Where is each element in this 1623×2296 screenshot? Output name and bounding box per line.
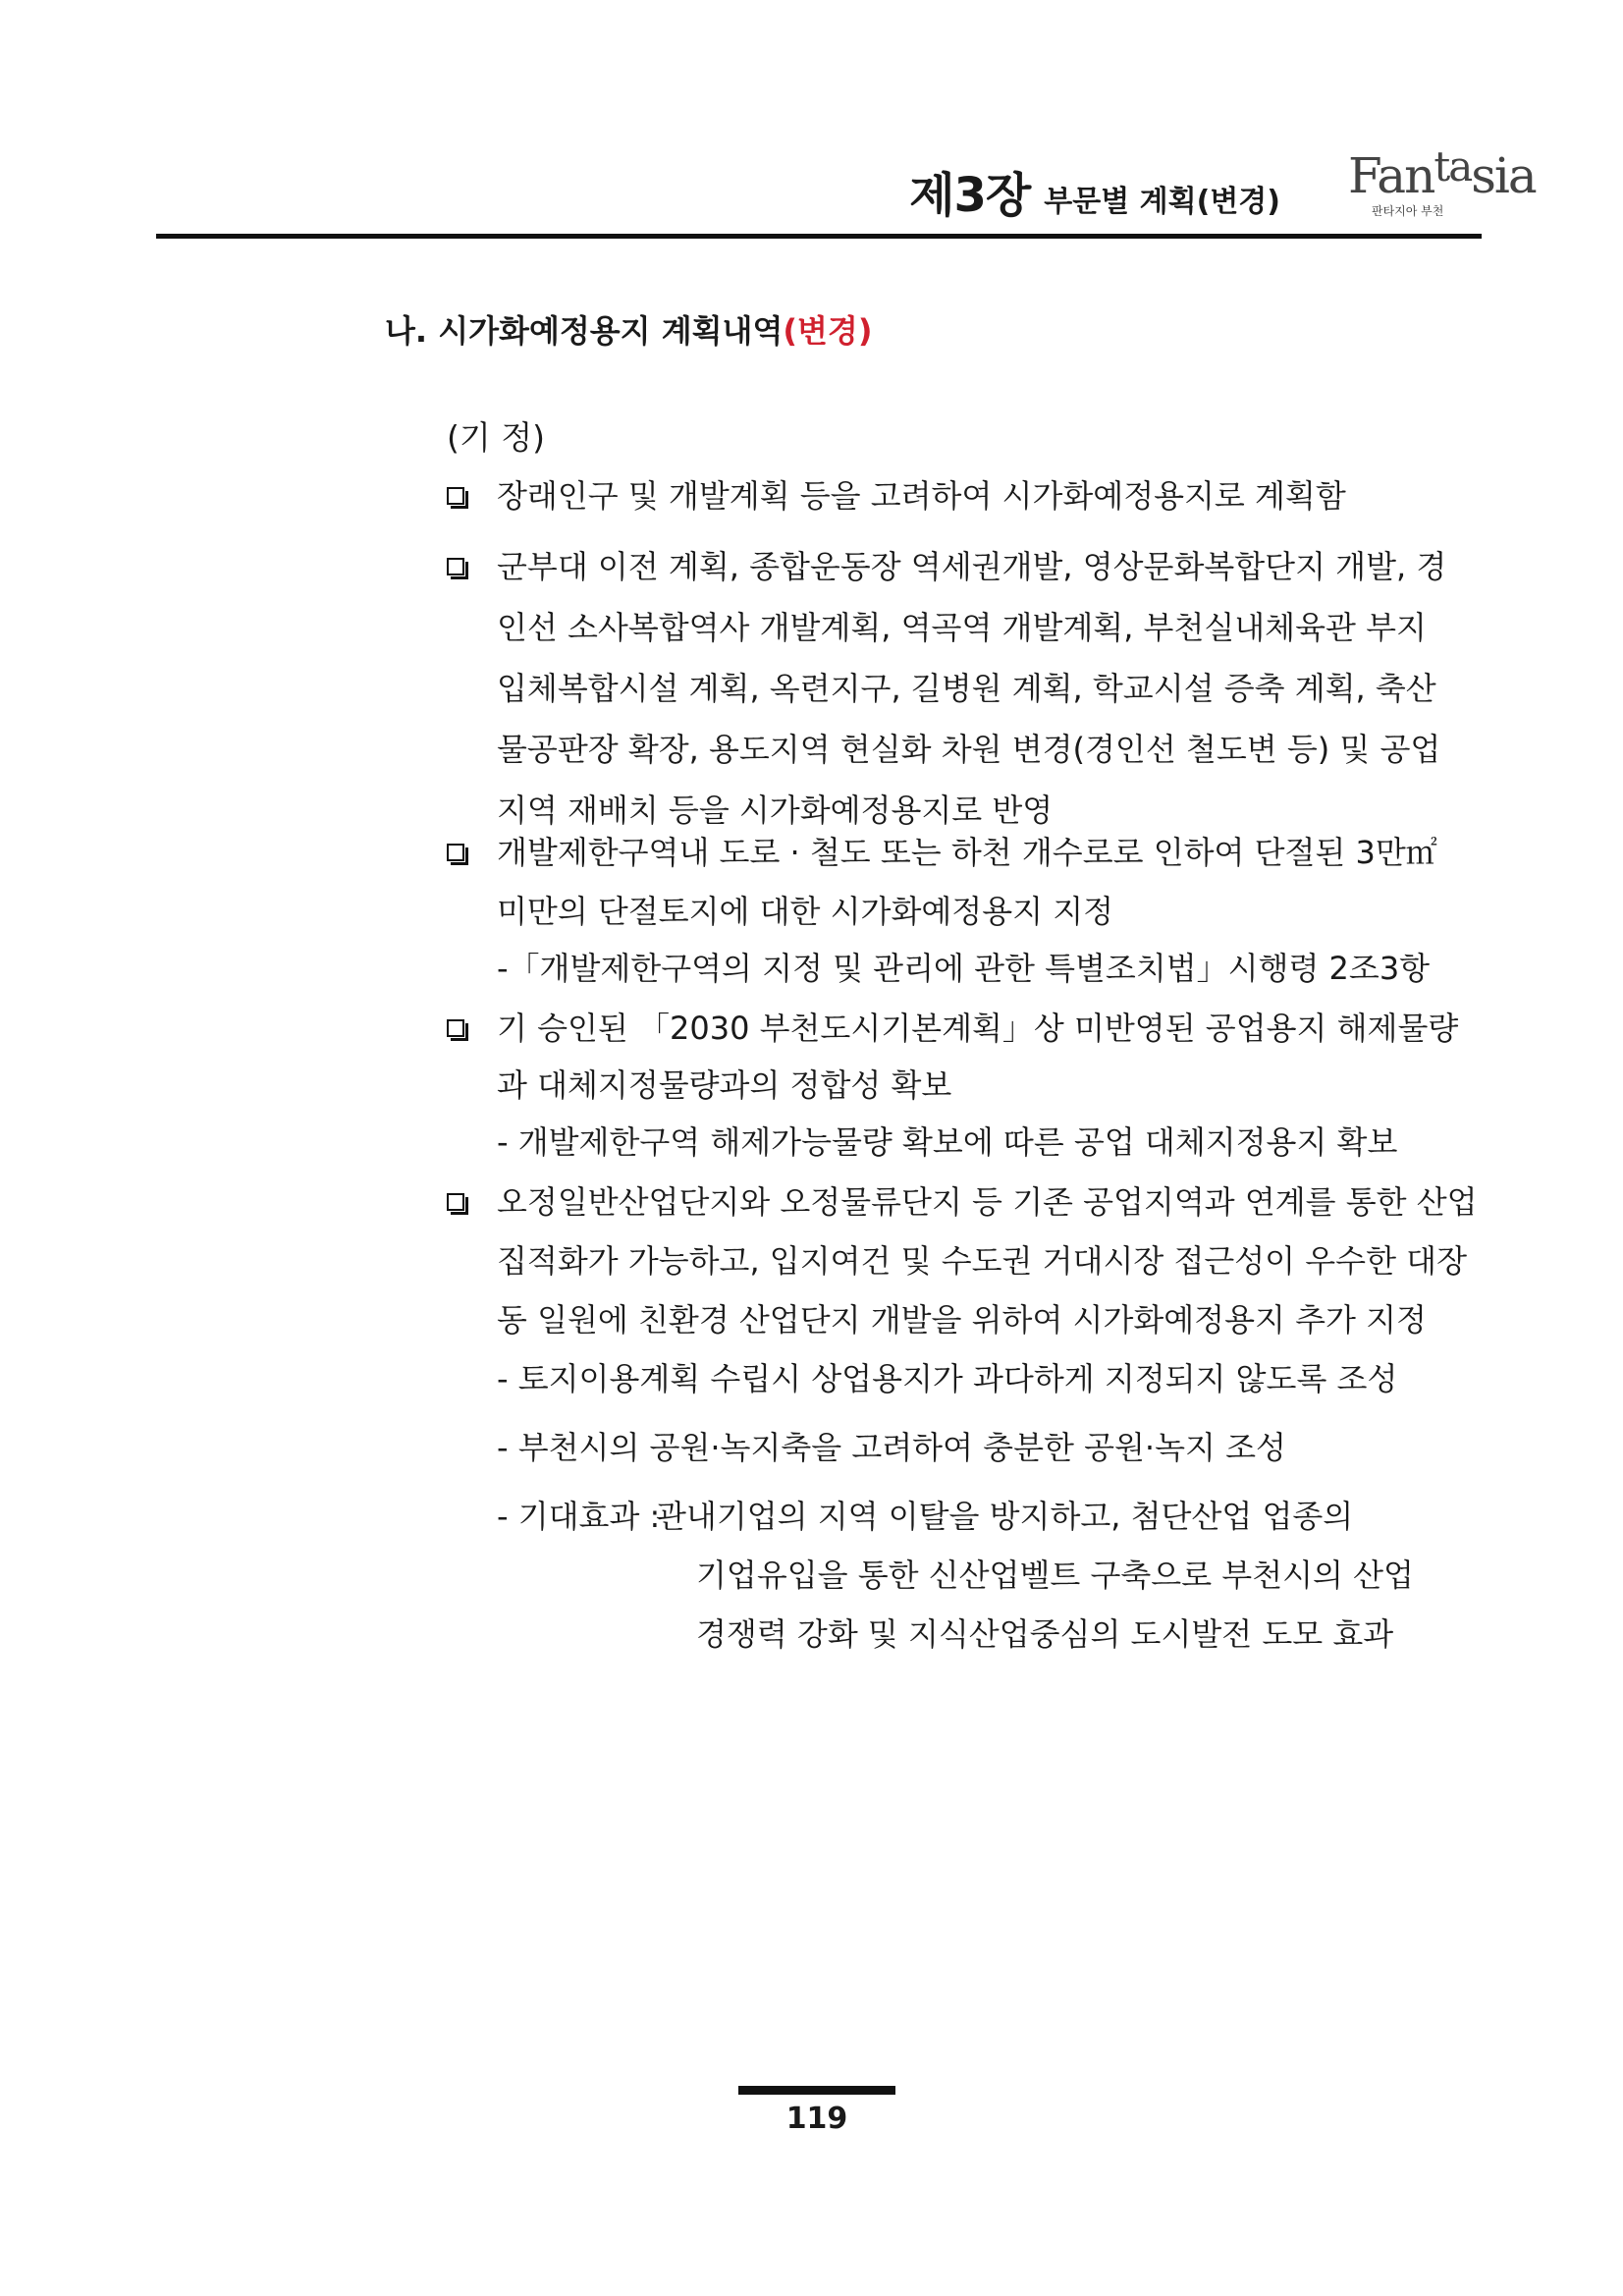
page-number: 119 (785, 2102, 848, 2136)
page-header (156, 0, 1536, 241)
dash-note-text: - 토지이용계획 수립시 상업용지가 과다하게 지정되지 않도록 조성 (497, 1360, 1398, 1397)
effect-line: 관내기업의 지역 이탈을 방지하고, 첨단산업 업종의 (656, 1498, 1354, 1535)
logo-part-1: Fan (1348, 147, 1434, 204)
logo-wordmark (1348, 142, 1536, 204)
chapter-title: 부문별 계획(변경) (1044, 185, 1280, 219)
bullet-line: 오정일반산업단지와 오정물류단지 등 기존 공업지역과 연계를 통한 산업 (497, 1183, 1478, 1221)
chapter-heading (909, 157, 1280, 225)
footer-bar (738, 2086, 895, 2095)
bullet-line: 미만의 단절토지에 대한 시가화예정용지 지정 (497, 893, 1114, 930)
bullet-line: 입체복합시설 계획, 옥련지구, 길병원 계획, 학교시설 증축 계획, 축산 (497, 670, 1436, 707)
bullet-line: 개발제한구역내 도로 · 철도 또는 하천 개수로로 인하여 단절된 3만㎡ (497, 834, 1437, 871)
bullet-dash-line: -「개발제한구역의 지정 및 관리에 관한 특별조치법」시행령 2조3항 (497, 950, 1431, 987)
header-rule (156, 234, 1482, 239)
effect-line: 기업유입을 통한 신산업벨트 구축으로 부천시의 산업 (696, 1557, 1414, 1594)
subheading: (기 정) (447, 418, 545, 457)
checkbox-bullet-icon (447, 487, 464, 505)
logo-part-2: ta (1434, 142, 1472, 191)
chapter-number: 제3장 (909, 168, 1031, 223)
bullet-line: 인선 소사복합역사 개발계획, 역곡역 개발계획, 부천실내체육관 부지 (497, 609, 1427, 646)
bullet-line: 기 승인된 「2030 부천도시기본계획」상 미반영된 공업용지 해제물량 (497, 1010, 1459, 1047)
dash-note-text: - 부천시의 공원·녹지축을 고려하여 충분한 공원·녹지 조성 (497, 1429, 1286, 1466)
checkbox-bullet-icon (447, 1019, 464, 1037)
section-title-text: 나. 시가화예정용지 계획내역 (385, 312, 784, 350)
checkbox-bullet-icon (447, 1193, 464, 1211)
bullet-line: 과 대체지정물량과의 정합성 확보 (497, 1066, 952, 1104)
logo-part-3: sia (1471, 147, 1536, 204)
checkbox-bullet-icon (447, 558, 464, 575)
bullet-line: 군부대 이전 계획, 종합운동장 역세권개발, 영상문화복합단지 개발, 경 (497, 548, 1447, 585)
logo-caption: 판타지아 부천 (1372, 204, 1444, 218)
bullet-line: 집적화가 가능하고, 입지여건 및 수도권 거대시장 접근성이 우수한 대장 (497, 1242, 1467, 1280)
section-title (385, 306, 872, 352)
fantasia-logo (1334, 142, 1536, 236)
section-title-change: (변경) (783, 312, 873, 350)
bullet-line: 장래인구 및 개발계획 등을 고려하여 시가화예정용지로 계획함 (497, 477, 1346, 515)
effect-line: 경쟁력 강화 및 지식산업중심의 도시발전 도모 효과 (696, 1615, 1394, 1653)
checkbox-bullet-icon (447, 844, 464, 861)
bullet-line: 동 일원에 친환경 산업단지 개발을 위하여 시가화예정용지 추가 지정 (497, 1301, 1427, 1339)
bullet-dash-line: - 개발제한구역 해제가능물량 확보에 따른 공업 대체지정용지 확보 (497, 1123, 1398, 1161)
effect-label: - 기대효과 : (497, 1498, 661, 1535)
bullet-line: 지역 재배치 등을 시가화예정용지로 반영 (497, 792, 1054, 829)
bullet-line: 물공판장 확장, 용도지역 현실화 차원 변경(경인선 철도변 등) 및 공업 (497, 731, 1441, 768)
